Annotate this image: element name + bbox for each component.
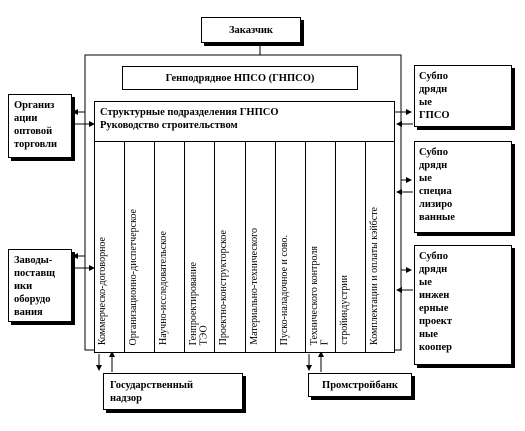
department-column [214,141,244,353]
subcontractor-engineering-label: Субпо дрядн ые инжен ерные проект ные коопер [419,251,453,353]
department-label: Пуско-наладочное и сово. [278,234,290,345]
department-label: Коммерческо-договорное [97,236,108,345]
general-contractor-box [122,66,358,90]
department-column [335,141,365,353]
customer-label: Заказчик [229,25,273,36]
general-contractor-label: Генподрядное НПСО (ГНПСО) [165,73,315,84]
subcontractor-gpso-label: Субпо дрядн ые ГПСО [419,71,450,121]
equipment-plants-label: Заводы- поставщ ики оборудо вания [14,255,56,318]
wholesale-orgs-label: Организ ации оптовой торговли [14,100,58,150]
department-column [94,141,124,353]
department-column [154,141,184,353]
department-column [275,141,305,353]
department-label: Проектно-конструкторское [218,229,230,345]
department-label: Организационно-диспетчерское [128,208,140,345]
subcontractor-specialized-label: Субпо дрядн ые специа лизиро ванные [419,147,455,223]
state-supervision-label: Государственный надзор [110,380,194,404]
structural-subdivisions-label: Структурные подразделения ГНПСО Руководство строительством [100,107,279,131]
department-column [365,141,395,353]
equipment-plants-box [8,249,72,322]
department-column [184,141,214,353]
subcontractor-engineering-box [414,245,512,365]
department-column [245,141,275,353]
customer-box [201,17,301,43]
bank-label: Промстройбанк [322,380,398,391]
departments [94,141,395,353]
department-label: Материально-технического [248,228,260,345]
subcontractor-specialized-box [414,141,512,233]
department-label: Генпроектирование ТЭО [188,261,210,345]
department-label: Технического контроля Г [308,245,331,345]
department-label: Научно-исследовательское [158,231,170,345]
department-column [305,141,335,353]
state-supervision-box [103,373,243,410]
wholesale-orgs-box [8,94,72,158]
department-column [124,141,154,353]
subcontractor-gpso-box [414,65,512,127]
bank-box [308,373,412,397]
department-label: стройиндустрии [338,275,350,345]
department-label: Комплектации и оплаты кэйбсте [368,207,380,345]
